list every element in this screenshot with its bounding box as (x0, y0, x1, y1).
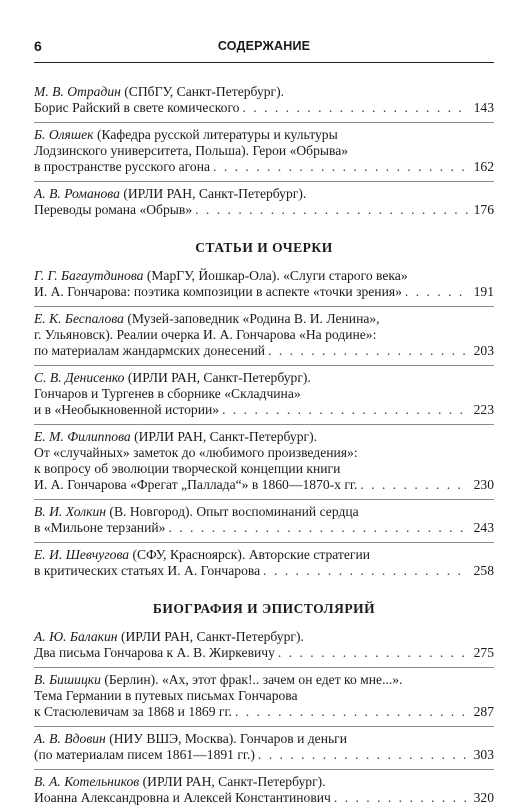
entry-author: Г. Г. Багаутдинова (34, 268, 144, 283)
entry-author: Е. И. Шевчугова (34, 547, 130, 562)
entry-first-line (34, 268, 494, 284)
toc-entry (34, 726, 494, 769)
entry-title-last-line (34, 159, 494, 175)
section-entries (34, 80, 494, 224)
entry-title-text: Два письма Гончарова к А. В. Жиркевичу (34, 645, 275, 660)
entry-title-last-line (34, 100, 494, 116)
section-title: СТАТЬИ И ОЧЕРКИ (195, 240, 333, 255)
entry-author: В. Бишицки (34, 672, 101, 687)
entry-author: А. В. Вдовин (34, 731, 106, 746)
entry-title-line (34, 461, 494, 477)
section-title: БИОГРАФИЯ И ЭПИСТОЛЯРИЙ (152, 601, 376, 616)
entry-title-text: к вопросу об эволюции творческой концепции книги (34, 461, 341, 476)
entry-title-last-line (34, 520, 494, 536)
entry-title-last-line (34, 402, 494, 418)
toc-entry (34, 264, 494, 306)
entry-title-text: Переводы романа «Обрыв» (34, 202, 193, 217)
entry-page-number[interactable]: 320 (473, 790, 494, 805)
entry-affiliation: (Кафедра русской литературы и культуры (93, 127, 338, 142)
entry-page-number[interactable]: 162 (473, 159, 494, 174)
entry-title-text: Борис Райский в свете комического (34, 100, 240, 115)
entry-title-last-line (34, 563, 494, 579)
entry-page-number[interactable]: 258 (473, 563, 494, 578)
entry-affiliation: (НИУ ВШЭ, Москва). Гончаров и деньги (105, 731, 348, 746)
toc-entry (34, 667, 494, 726)
entry-first-line (34, 629, 494, 645)
entry-page-number[interactable]: 303 (473, 747, 494, 762)
toc-entry (34, 122, 494, 181)
entry-title-last-line (34, 790, 494, 806)
dot-leader (278, 645, 469, 661)
entry-first-line (34, 186, 494, 202)
dot-leader (195, 202, 468, 218)
toc-entry (34, 365, 494, 424)
toc-entry (34, 181, 494, 224)
page-header (34, 38, 494, 60)
entry-author: Е. М. Филиппова (34, 429, 131, 444)
entry-title-line (34, 327, 494, 343)
entry-author: А. Ю. Балакин (34, 629, 118, 644)
entry-first-line (34, 370, 494, 386)
entry-title-text: От «случайных» заметок до «любимого произведения»: (34, 445, 358, 460)
entry-title-text: в пространстве русского агона (34, 159, 211, 174)
dot-leader (360, 477, 468, 493)
dot-leader (258, 747, 469, 763)
entry-title-text: Тема Германии в путевых письмах Гончарова (34, 688, 298, 703)
entry-first-line (34, 547, 494, 563)
entry-author: Б. Оляшек (34, 127, 94, 142)
entry-title-text: (по материалам писем 1861—1891 гг.) (34, 747, 255, 762)
entry-author: В. А. Котельников (34, 774, 140, 789)
entry-title-line (34, 143, 494, 159)
entry-first-line (34, 672, 494, 688)
entry-affiliation: (ИРЛИ РАН, Санкт-Петербург). (130, 429, 318, 444)
entry-title-last-line (34, 645, 494, 661)
entry-page-number[interactable]: 191 (473, 284, 494, 299)
entry-first-line (34, 84, 494, 100)
entry-author: М. В. Отрадин (34, 84, 121, 99)
entry-title-text: в критических статьях И. А. Гончарова (34, 563, 261, 578)
dot-leader (405, 284, 469, 300)
entry-affiliation: (Берлин). «Ах, этот фрак!.. зачем он едет ко мне...». (100, 672, 403, 687)
entry-title-text: Лодзинского университета, Польша). Герои «Обрыва» (34, 143, 349, 158)
header-rule (34, 62, 494, 63)
entry-title-text: Гончаров и Тургенев в сборнике «Складчина» (34, 386, 301, 401)
entry-affiliation: (СФУ, Красноярск). Авторские стратегии (129, 547, 371, 562)
dot-leader (222, 402, 469, 418)
table-of-contents (34, 80, 494, 812)
entry-page-number[interactable]: 203 (473, 343, 494, 358)
entry-title-last-line (34, 284, 494, 300)
entry-title-text: в «Мильоне терзаний» (34, 520, 166, 535)
section-entries (34, 625, 494, 812)
entry-title-last-line (34, 747, 494, 763)
toc-entry (34, 424, 494, 499)
entry-title-text: И. А. Гончарова «Фрегат „Паллада“» в 1860—1870-х гг. (34, 477, 358, 492)
entry-title-text: Иоанна Александровна и Алексей Константинович (34, 790, 331, 805)
entry-first-line (34, 731, 494, 747)
entry-title-last-line (34, 202, 494, 218)
entry-title-text: и в «Необыкновенной истории» (34, 402, 220, 417)
entry-title-line (34, 445, 494, 461)
entry-affiliation: (ИРЛИ РАН, Санкт-Петербург). (119, 186, 307, 201)
entry-author: С. В. Денисенко (34, 370, 125, 385)
entry-page-number[interactable]: 287 (473, 704, 494, 719)
toc-entry (34, 769, 494, 812)
entry-page-number[interactable]: 223 (473, 402, 494, 417)
entry-page-number[interactable]: 230 (473, 477, 494, 492)
toc-entry (34, 542, 494, 585)
toc-entry (34, 306, 494, 365)
dot-leader (235, 704, 469, 720)
entry-first-line (34, 504, 494, 520)
section-entries (34, 264, 494, 585)
entry-first-line (34, 127, 494, 143)
entry-title-text: И. А. Гончарова: поэтика композиции в аспекте «точки зрения» (34, 284, 402, 299)
entry-title-text: к Стасюлевичам за 1868 и 1869 гг. (34, 704, 232, 719)
entry-page-number[interactable]: 176 (473, 202, 494, 217)
entry-page-number[interactable]: 275 (473, 645, 494, 660)
dot-leader (268, 343, 469, 359)
entry-title-line (34, 688, 494, 704)
entry-page-number[interactable]: 143 (473, 100, 494, 115)
page-number: 6 (34, 38, 42, 54)
entry-author: Е. К. Беспалова (34, 311, 124, 326)
entry-affiliation: (ИРЛИ РАН, Санкт-Петербург). (117, 629, 304, 644)
entry-first-line (34, 774, 494, 790)
toc-entry (34, 625, 494, 667)
entry-affiliation: (Музей-заповедник «Родина В. И. Ленина», (123, 311, 380, 326)
entry-title-text: г. Ульяновск). Реалии очерка И. А. Гончарова «На родине»: (34, 327, 377, 342)
dot-leader (263, 563, 468, 579)
entry-affiliation: (ИРЛИ РАН, Санкт-Петербург). (124, 370, 311, 385)
entry-affiliation: (СПбГУ, Санкт-Петербург). (120, 84, 285, 99)
entry-affiliation: (МарГУ, Йошкар-Ола). «Слуги старого века» (143, 268, 408, 283)
toc-entry (34, 499, 494, 542)
entry-author: А. В. Романова (34, 186, 120, 201)
entry-affiliation: (В. Новгород). Опыт воспоминаний сердца (106, 504, 359, 519)
dot-leader (168, 520, 468, 536)
entry-title-line (34, 386, 494, 402)
dot-leader (334, 790, 469, 806)
entry-title-last-line (34, 704, 494, 720)
entry-first-line (34, 429, 494, 445)
entry-title-text: по материалам жандармских донесений (34, 343, 266, 358)
entry-author: В. И. Холкин (34, 504, 107, 519)
running-title: СОДЕРЖАНИЕ (217, 39, 311, 53)
entry-title-last-line (34, 477, 494, 493)
dot-leader (213, 159, 469, 175)
toc-entry (34, 80, 494, 122)
entry-page-number[interactable]: 243 (473, 520, 494, 535)
entry-affiliation: (ИРЛИ РАН, Санкт-Петербург). (139, 774, 326, 789)
entry-first-line (34, 311, 494, 327)
dot-leader (242, 100, 468, 116)
entry-title-last-line (34, 343, 494, 359)
